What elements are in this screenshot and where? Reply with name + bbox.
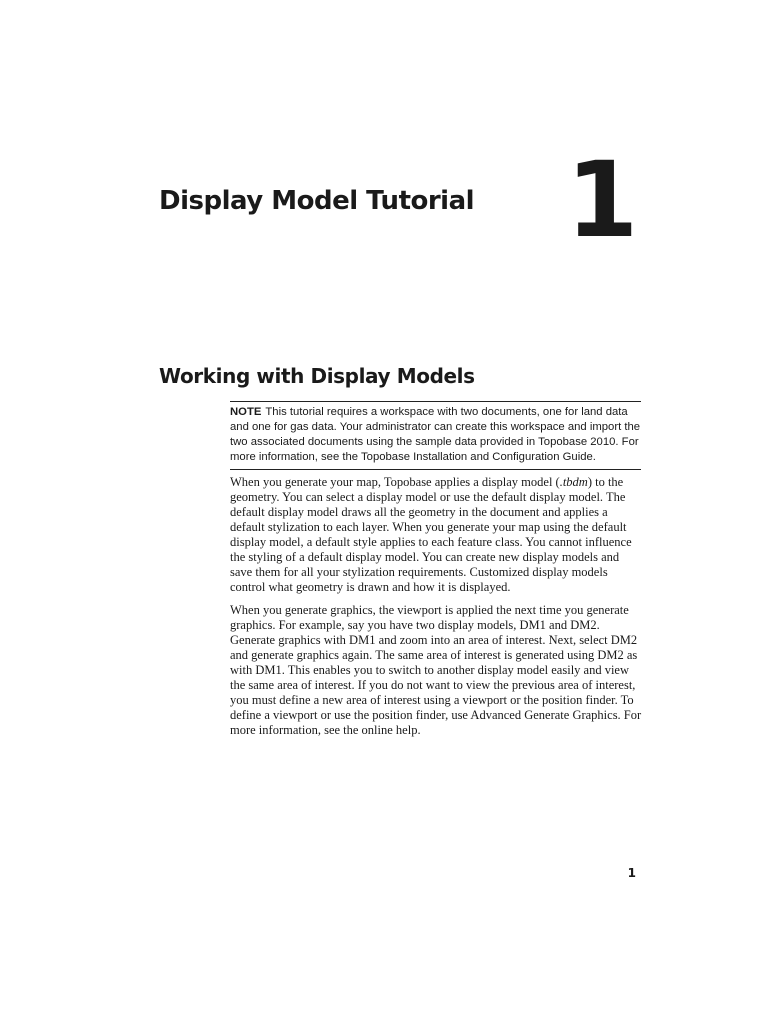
page-number: 1 <box>627 866 636 880</box>
paragraph-text: ) to the geometry. You can select a display model or use the default display model. The default display model draws all the geometry in the document and applies a default stylization to each layer. When you generate your map using the default display model, a default style applies to each feature class. You cannot influence the styling of a default display model. You can create new display models and save them for all your stylization requirements. Customized display models control what geometry is drawn and how it is displayed. <box>230 475 632 594</box>
note-label: NOTE <box>230 406 262 418</box>
paragraph-text: When you generate your map, Topobase applies a display model ( <box>230 475 560 489</box>
section-title: Working with Display Models <box>159 364 475 388</box>
note-text: This tutorial requires a workspace with two documents, one for land data and one for gas data. Your administrator can create this workspace and import the two associated documents using the sample data provided in Topobase 2010. For more information, see the Topobase Installation and Configuration Guide. <box>230 406 641 463</box>
file-extension: .tbdm <box>559 475 588 489</box>
note-box <box>230 401 641 470</box>
chapter-number: 1 <box>566 139 639 261</box>
chapter-title: Display Model Tutorial <box>159 186 475 216</box>
paragraph-viewport: When you generate graphics, the viewport is applied the next time you generate graphics. For example, say you have two display models, DM1 and DM2. Generate graphics with DM1 and zoom into an area of interest. Next, select DM2 and generate graphics again. The same area of interest is generated using DM2 as with DM1. This enables you to switch to another display model easily and view the same area of interest. If you do not want to view the previous area of interest, you must define a new area of interest using a viewport or the position finder. To define a viewport or use the position finder, use Advanced Generate Graphics. For more information, see the online help. <box>230 603 642 737</box>
paragraph-display-model-intro <box>230 475 642 595</box>
